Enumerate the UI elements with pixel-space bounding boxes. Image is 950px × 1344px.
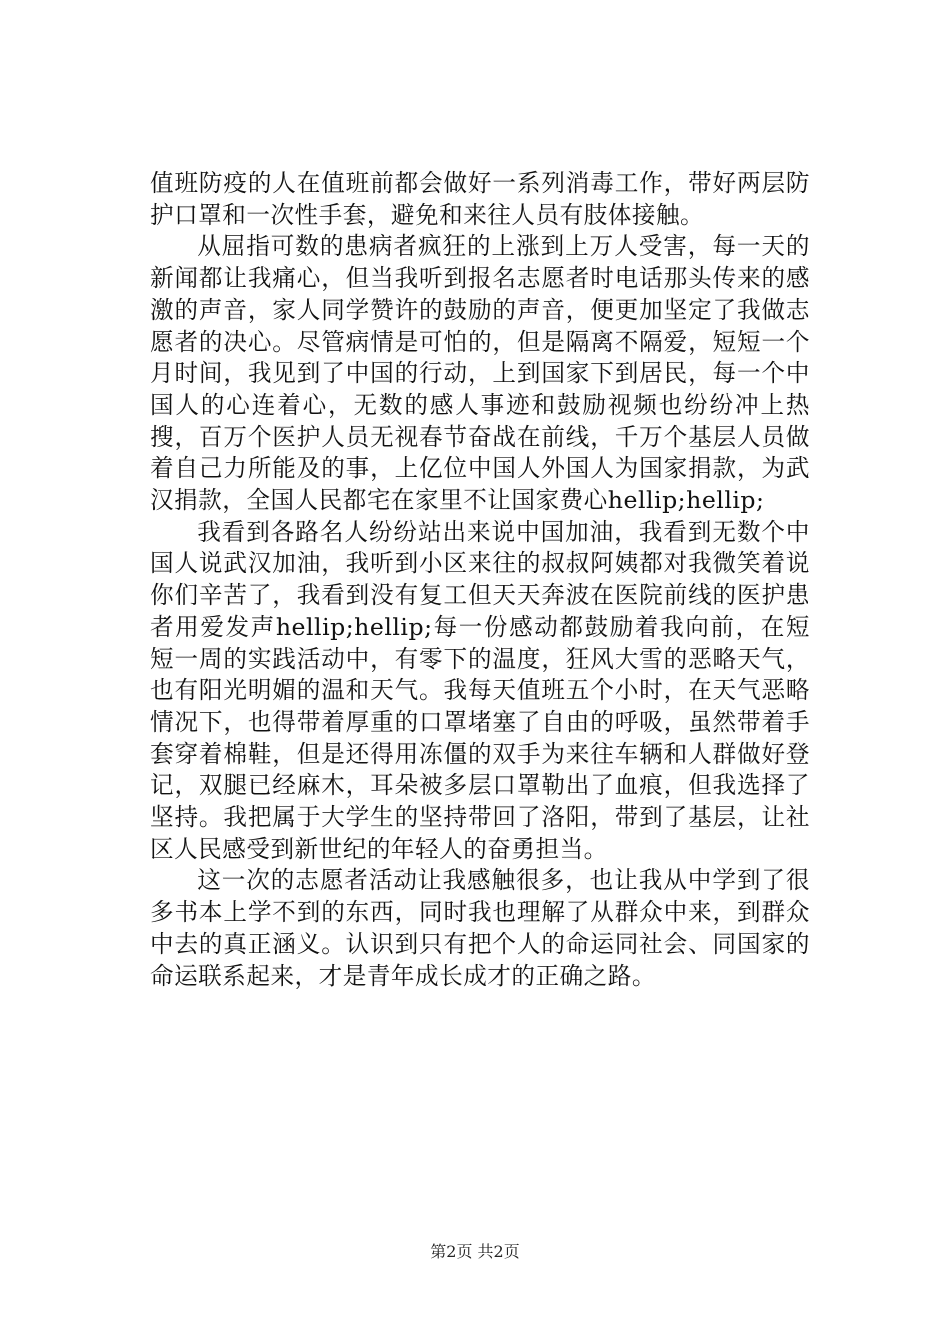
page-footer [0, 1242, 950, 1262]
paragraph-1: 值班防疫的人在值班前都会做好一系列消毒工作，带好两层防护口罩和一次性手套，避免和来往人员有肢体接触。 [150, 169, 810, 229]
paragraph-4: 这一次的志愿者活动让我感触很多，也让我从中学到了很多书本上学不到的东西，同时我也理解了从群众中来，到群众中去的真正涵义。认识到只有把个人的命运同社会、同国家的命运联系起来，才是青年成长成才的正确之路。 [150, 866, 810, 990]
document-body [150, 168, 810, 992]
paragraph-3: 我看到各路名人纷纷站出来说中国加油，我看到无数个中国人说武汉加油，我听到小区来往的叔叔阿姨都对我微笑着说你们辛苦了，我看到没有复工但天天奔波在医院前线的医护患者用爱发声hellip;hellip;每一份感动都鼓励着我向前，在短短一周的实践活动中，有零下的温度，狂风大雪的恶略天气，也有阳光明媚的温和天气。我每天值班五个小时，在天气恶略情况下，也得带着厚重的口罩堵塞了自由的呼吸，虽然带着手套穿着棉鞋，但是还得用冻僵的双手为来往车辆和人群做好登记，双腿已经麻木，耳朵被多层口罩勒出了血痕，但我选择了坚持。我把属于大学生的坚持带回了洛阳，带到了基层，让社区人民感受到新世纪的年轻人的奋勇担当。 [150, 517, 810, 863]
page-number-label: 第2页 共2页 [430, 1242, 520, 1261]
paragraph-2: 从屈指可数的患病者疯狂的上涨到上万人受害，每一天的新闻都让我痛心，但当我听到报名志愿者时电话那头传来的感激的声音，家人同学赞许的鼓励的声音，便更加坚定了我做志愿者的决心。尽管病情是可怕的，但是隔离不隔爱，短短一个月时间，我见到了中国的行动，上到国家下到居民，每一个中国人的心连着心，无数的感人事迹和鼓励视频也纷纷冲上热搜，百万个医护人员无视春节奋战在前线，千万个基层人员做着自己力所能及的事，上亿位中国人外国人为国家捐款，为武汉捐款，全国人民都宅在家里不让国家费心hellip;hellip; [150, 232, 810, 515]
